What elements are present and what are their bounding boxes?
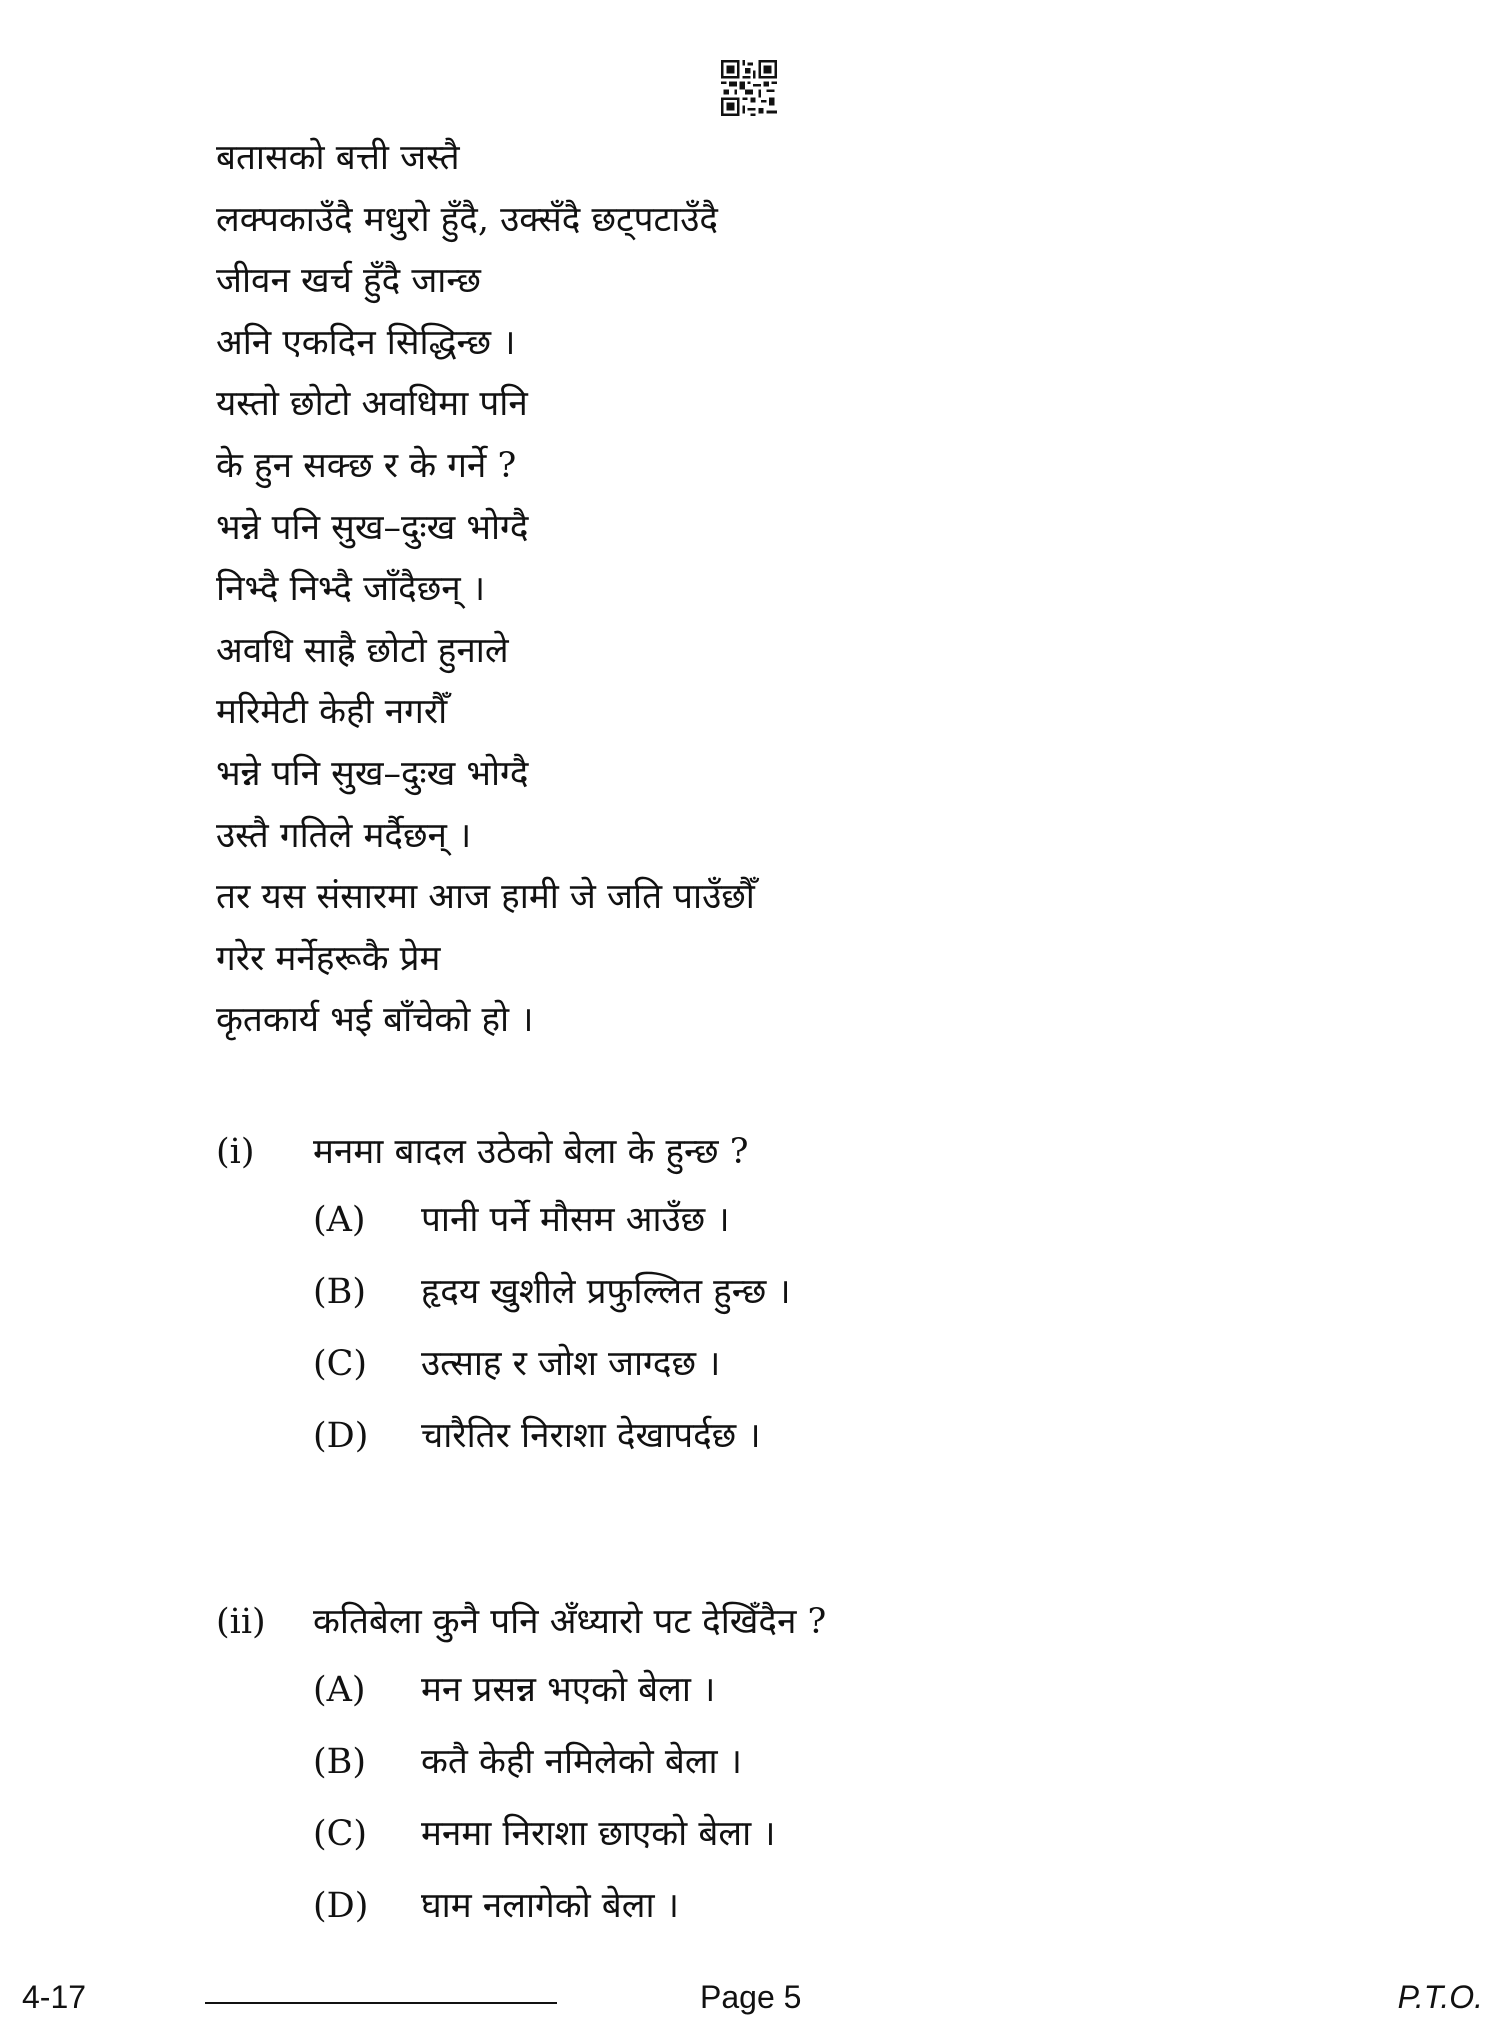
option-letter: (B): [313, 1272, 367, 1312]
option-text: मन प्रसन्न भएको बेला ।: [421, 1670, 716, 1710]
option-text: कतै केही नमिलेको बेला ।: [421, 1742, 743, 1782]
option-c: [313, 1328, 1366, 1400]
poem-line: जीवन खर्च हुँदै जान्छ: [216, 261, 481, 302]
question-number: (ii): [216, 1602, 266, 1642]
poem-line: तर यस संसारमा आज हामी जे जति पाउँछौँ: [216, 877, 755, 918]
poem: [216, 128, 755, 1052]
option-list: [216, 1654, 1366, 1942]
option-letter: (D): [313, 1416, 369, 1456]
option-d: [313, 1870, 1366, 1942]
option-c: [313, 1798, 1366, 1870]
question-text: मनमा बादल उठेको बेला के हुन्छ ?: [313, 1132, 749, 1172]
question-2: [216, 1590, 1366, 1942]
option-text: मनमा निराशा छाएको बेला ।: [421, 1814, 776, 1854]
poem-line: निभ्दै निभ्दै जाँदैछन् ।: [216, 569, 486, 610]
poem-line: भन्ने पनि सुख–दुःख भोग्दै: [216, 507, 529, 548]
poem-line: यस्तो छोटो अवधिमा पनि: [216, 384, 528, 425]
option-letter: (C): [313, 1344, 368, 1384]
page-footer: [0, 1972, 1505, 2022]
qr-code: [721, 60, 777, 116]
poem-line: बतासको बत्ती जस्तै: [216, 138, 460, 178]
option-letter: (C): [313, 1814, 368, 1854]
question-stem: [216, 1590, 1366, 1654]
option-text: चारैतिर निराशा देखापर्दछ ।: [421, 1416, 761, 1456]
option-text: घाम नलागेको बेला ।: [421, 1886, 679, 1926]
option-list: [216, 1184, 1366, 1472]
pto-label: P.T.O.: [1397, 1979, 1483, 2015]
page-number: Page 5: [700, 1979, 802, 2015]
option-text: पानी पर्ने मौसम आउँछ ।: [421, 1200, 730, 1240]
question-text: कतिबेला कुनै पनि अँध्यारो पट देखिँदैन ?: [313, 1602, 827, 1642]
option-letter: (D): [313, 1886, 369, 1926]
option-a: [313, 1654, 1366, 1726]
option-text: उत्साह र जोश जाग्दछ ।: [421, 1344, 721, 1384]
poem-line: के हुन सक्छ र के गर्ने ?: [216, 445, 517, 486]
poem-line: भन्ने पनि सुख–दुःख भोग्दै: [216, 753, 529, 794]
poem-line: गरेर मर्नेहरूकै प्रेम: [216, 938, 441, 979]
option-a: [313, 1184, 1366, 1256]
question-stem: [216, 1120, 1366, 1184]
paper-code: 4-17: [22, 1979, 87, 2015]
poem-line: अवधि साह्रै छोटो हुनाले: [216, 630, 509, 671]
poem-line: अनि एकदिन सिद्धिन्छ ।: [216, 322, 516, 363]
question-1: [216, 1120, 1366, 1472]
option-letter: (A): [313, 1670, 366, 1710]
option-text: हृदय खुशीले प्रफुल्लित हुन्छ ।: [421, 1272, 791, 1312]
footer-rule: [205, 2002, 557, 2004]
option-d: [313, 1400, 1366, 1472]
option-b: [313, 1726, 1366, 1798]
poem-line: उस्तै गतिले मर्दैछन् ।: [216, 815, 472, 856]
option-letter: (A): [313, 1200, 366, 1240]
poem-line: मरिमेटी केही नगरौँ: [216, 692, 448, 733]
poem-line: लक्पकाउँदै मधुरो हुँदै, उक्सँदै छट्पटाउँदै: [216, 199, 719, 240]
option-b: [313, 1256, 1366, 1328]
question-number: (i): [216, 1132, 255, 1172]
poem-line: कृतकार्य भई बाँचेको हो ।: [216, 1000, 534, 1041]
option-letter: (B): [313, 1742, 367, 1782]
